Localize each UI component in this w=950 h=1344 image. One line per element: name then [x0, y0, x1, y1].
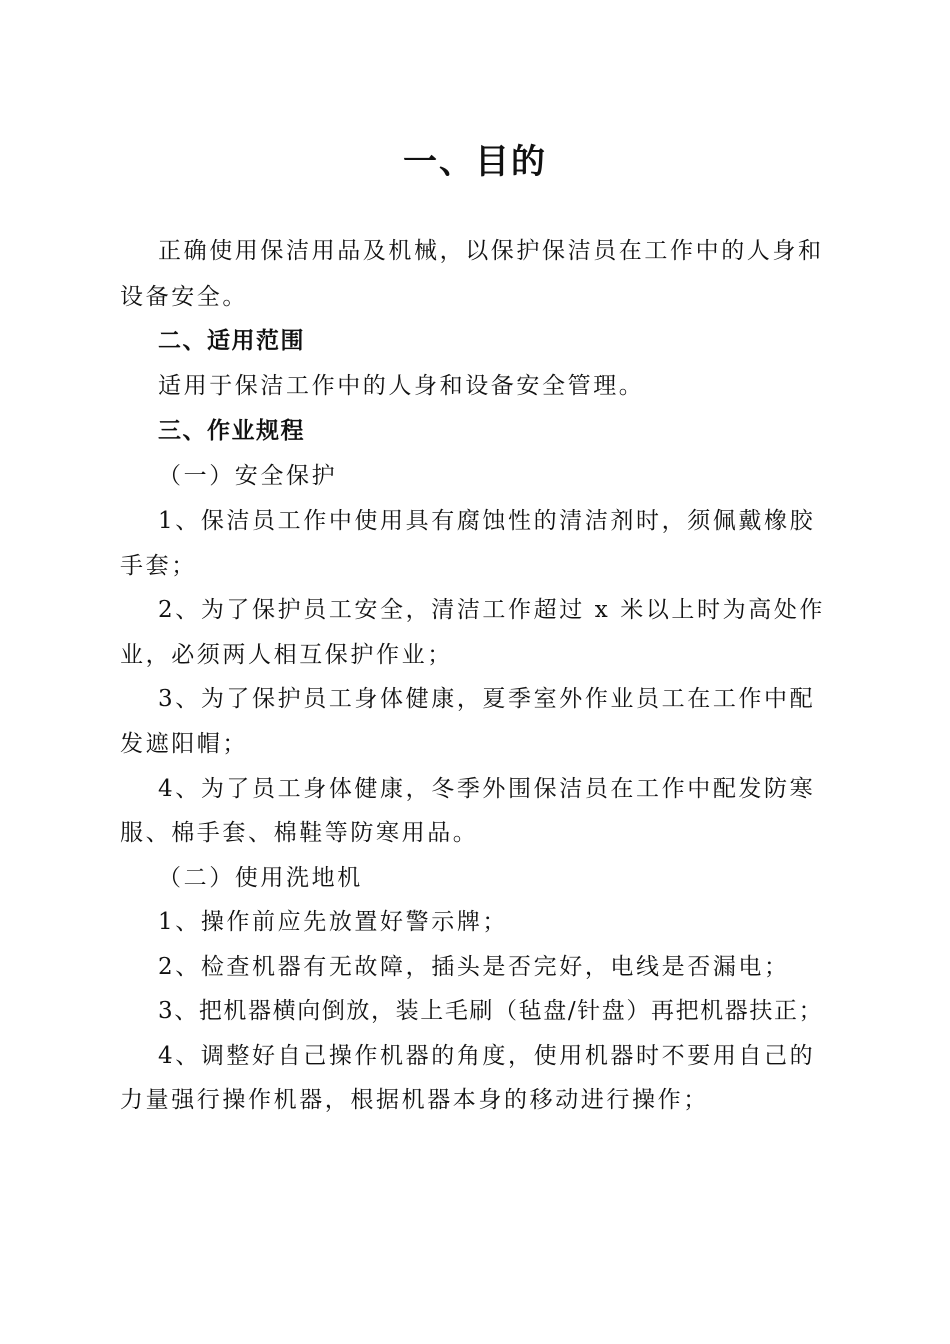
section-1-item-1-line-1: 1、保洁员工作中使用具有腐蚀性的清洁剂时，须佩戴橡胶 — [158, 508, 816, 534]
section-1-item-2-line-1: 2、为了保护员工安全，清洁工作超过 x 米以上时为高处作 — [158, 597, 826, 623]
section-2-item-4-line-2: 力量强行操作机器，根据机器本身的移动进行操作； — [120, 1087, 709, 1113]
purpose-text-line-2: 设备安全。 — [120, 284, 248, 310]
scope-heading: 二、适用范围 — [158, 328, 305, 354]
section-2-item-1: 1、操作前应先放置好警示牌； — [158, 909, 509, 935]
section-1-heading: （一）安全保护 — [158, 463, 338, 489]
page-title: 一、目的 — [403, 142, 547, 182]
section-1-item-1-line-2: 手套； — [120, 553, 197, 579]
section-1-item-3-line-2: 发遮阳帽； — [120, 731, 248, 757]
section-2-heading: （二）使用洗地机 — [158, 865, 363, 891]
section-2-item-4-line-1: 4、调整好自己操作机器的角度，使用机器时不要用自己的 — [158, 1043, 816, 1069]
section-1-item-4-line-2: 服、棉手套、棉鞋等防寒用品。 — [120, 820, 479, 846]
section-1-item-4-line-1: 4、为了员工身体健康，冬季外围保洁员在工作中配发防寒 — [158, 776, 816, 802]
purpose-text-line-1: 正确使用保洁用品及机械，以保护保洁员在工作中的人身和 — [158, 238, 824, 264]
section-1-item-3-line-1: 3、为了保护员工身体健康，夏季室外作业员工在工作中配 — [158, 686, 816, 712]
procedure-heading: 三、作业规程 — [158, 418, 305, 444]
section-2-item-2: 2、检查机器有无故障，插头是否完好，电线是否漏电； — [158, 954, 790, 980]
section-2-item-3: 3、把机器横向倒放，装上毛刷（毡盘/针盘）再把机器扶正； — [158, 998, 824, 1024]
scope-text: 适用于保洁工作中的人身和设备安全管理。 — [158, 373, 645, 399]
section-1-item-2-line-2: 业，必须两人相互保护作业； — [120, 642, 453, 668]
